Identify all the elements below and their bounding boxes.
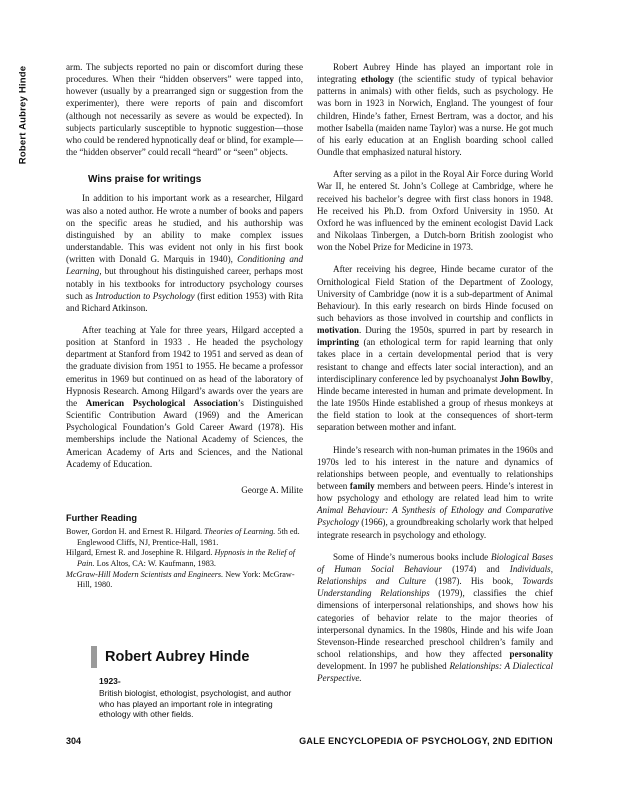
paragraph [66, 192, 303, 314]
text-run: Los Altos, CA: W. Kaufmann, 1983. [94, 558, 216, 568]
text-run: 5th ed. Englewood Cliffs, NJ, Prentice-Hall, 1981. [77, 527, 300, 547]
left-column [66, 61, 303, 591]
paragraph [317, 61, 553, 158]
cross-reference-term: imprinting [317, 337, 359, 348]
text-run: Robert Aubrey Hinde has played an important role in integrating [317, 62, 553, 85]
text-run: (an ethological term for rapid learning that only takes place in a certain developmental period that is very resistant to change and effects later social interaction), and an interdisciplinary conference led by psychoanalyst [317, 337, 553, 384]
further-reading-heading: Further Reading [66, 513, 137, 523]
book-title: Introduction to Psychology [95, 290, 195, 301]
text-run: After teaching at Yale for three years, Hilgard accepted a position at Stanford in 1933 . He headed the psychology department at Stanford from 1942 to 1951 and served as dean of the graduate division from 1951 to 1955. He became a professor emeritus in 1969 but continued on as head of the laboratory of Hypnosis Research. Among Hilgard’s awards over the years are the [66, 324, 303, 408]
reference-entry [66, 527, 303, 548]
reference-entry [66, 548, 303, 569]
book-title: Theories of Learning. [204, 527, 276, 537]
text-run: members and between peers. Hinde’s interest in how psychology and ethology are related lead him to write [317, 481, 553, 504]
text-run: ’s Distinguished Scientific Contribution Award (1969) and the American Psychological Foundation’s Gold Career Award (1978). His memberships include the National Academy of Sciences, the American Academy of Arts and Sciences, and the National Academy of Education. [66, 397, 303, 469]
text-run: Bower, Gordon H. and Ernest R. Hilgard. [66, 527, 205, 537]
page-number: 304 [66, 736, 82, 746]
author-signature: George A. Milite [241, 484, 303, 495]
text-run: Hilgard, Ernest R. and Josephine R. Hilgard. [66, 548, 215, 558]
right-column [317, 61, 553, 685]
cross-reference-term: personality [509, 649, 553, 660]
entry-title: Robert Aubrey Hinde [105, 649, 250, 665]
paragraph: arm. The subjects reported no pain or discomfort during these procedures. When their “hidden observers” were tapped into, however (usually by a prearranged sign or suggestion from the experimenter), there were reports of pain and discomfort (although not necessarily as severe as would be expected). In subjects particularly susceptible to hypnotic suggestion—those who could be rendered hypnotically deaf or blind, for example—the “hidden observer” could recall “heard” or “seen” objects. [66, 62, 303, 158]
text-run: (1966), a groundbreaking scholarly work that helped integrate research in psychology and ethology. [317, 517, 553, 540]
book-title: Biological Bases of Human Social Behaviour [317, 551, 553, 574]
entry-description: British biologist, ethologist, psychologist, and author who has played an important role in integrating ethology with other fields. [99, 688, 292, 720]
running-head [14, 60, 32, 170]
book-title: McGraw-Hill Modern Scientists and Engineers. [66, 569, 224, 579]
text-run: New York: McGraw-Hill, 1980. [77, 569, 295, 590]
text-run: (first edition 1953) with Rita and Richard Atkinson. [66, 290, 303, 313]
text-run: . During the 1950s, spurred in part by research in [358, 325, 553, 336]
text-run: development. In 1997 he published [317, 661, 450, 672]
text-run: , Hinde became interested in human and primate development. In the late 1950s Hinde established a group of rhesus monkeys at the field station to look at the consequences of short-term separation between mother and infant. [317, 373, 553, 433]
text-run: (1987). His book, [425, 576, 523, 587]
text-run: After receiving his degree, Hinde became curator of the Ornithological Field Station of the Department of Zoology, University of Cambridge (now it is a sub-department of Animal Behaviour). In this early research on birds Hinde focused on such behaviors as those involved in courtship and conflicts in [317, 264, 553, 323]
text-run: Hinde’s research with non-human primates in the 1960s and 1970s led to his interest in the nature and dynamics of relationships between people, and eventually to relationships between [317, 444, 553, 491]
book-title: Individuals, Relationships and Culture [317, 563, 553, 587]
paragraph [317, 551, 553, 685]
text-run: (1979), classifies the chief dimensions of interpersonal relationships, and shows how his categories of behavior relate to the major theories of interpersonal dynamics. In the 1980s, Hinde and his wife Joan Stevenson-Hinde researched preschool children’s family and school relationships, and how they affected [317, 588, 553, 660]
entry-title-bar [91, 646, 303, 668]
cross-reference-term: John Bowlby [499, 373, 551, 384]
cross-reference-term: motivation [317, 325, 359, 336]
cross-reference-term: ethology [361, 74, 394, 85]
text-run: Some of Hinde’s numerous books include [333, 551, 492, 562]
paragraph [317, 444, 553, 541]
book-title: Animal Behaviour: A Synthesis of Ethology and Comparative Psychology [317, 505, 553, 528]
reference-entry [66, 570, 303, 591]
page-footer [66, 736, 553, 750]
paragraph: After serving as a pilot in the Royal Air Force during World War II, he entered St. John’s College at Cambridge, where he received his bachelor’s degree with first class honors in 1948. He received his Ph.D. from Oxford University in 1950. At Oxford he was influenced by the eminent ecologist David Lack and Nikolaas Tinbergen, a Dutch-born British zoologist who won the Nobel Prize for Medicine in 1973. [317, 169, 553, 253]
book-title: Conditioning and Learning, [66, 254, 303, 277]
book-title: Relationships: A Dialectical Perspective. [317, 661, 553, 684]
book-title: Towards Understanding Relationships [317, 576, 553, 599]
entry-dates: 1923- [99, 676, 121, 686]
cross-reference-term: American Psychological Association [85, 397, 238, 408]
text-run: (1974) and [441, 563, 510, 574]
running-head-text: Robert Aubrey Hinde [17, 65, 29, 165]
paragraph [66, 324, 303, 470]
biography-entry-header [91, 646, 303, 720]
paragraph [317, 263, 553, 433]
text-run: but throughout his distinguished career, perhaps most notably in his textbooks for introductory psychology courses such as [66, 266, 303, 301]
cross-reference-term: family [349, 481, 375, 491]
text-run: (the scientific study of typical behavior patterns in animals) with other fields, such as psychology. He was born in 1923 in Norwich, England. The youngest of four children, Hinde’s father, Ernest Bertram, was a doctor, and his mother Isabella (maiden name Taylor) was a nurse. He got much of his early education at an English boarding school called Oundle that emphasized natural history. [317, 74, 553, 158]
section-heading: Wins praise for writings [88, 174, 202, 186]
book-title: Hypnosis in the Relief of Pain. [77, 548, 295, 568]
publication-title: GALE ENCYCLOPEDIA OF PSYCHOLOGY, 2ND EDITION [299, 736, 553, 746]
text-run: In addition to his important work as a researcher, Hilgard was also a noted author. He wrote a number of books and papers on the specific areas he studied, and his authorship was distinguished by an ability to make complex issues understandable. This was evident not only in his first book (written with Donald G. Marquis in 1940), [66, 193, 303, 265]
